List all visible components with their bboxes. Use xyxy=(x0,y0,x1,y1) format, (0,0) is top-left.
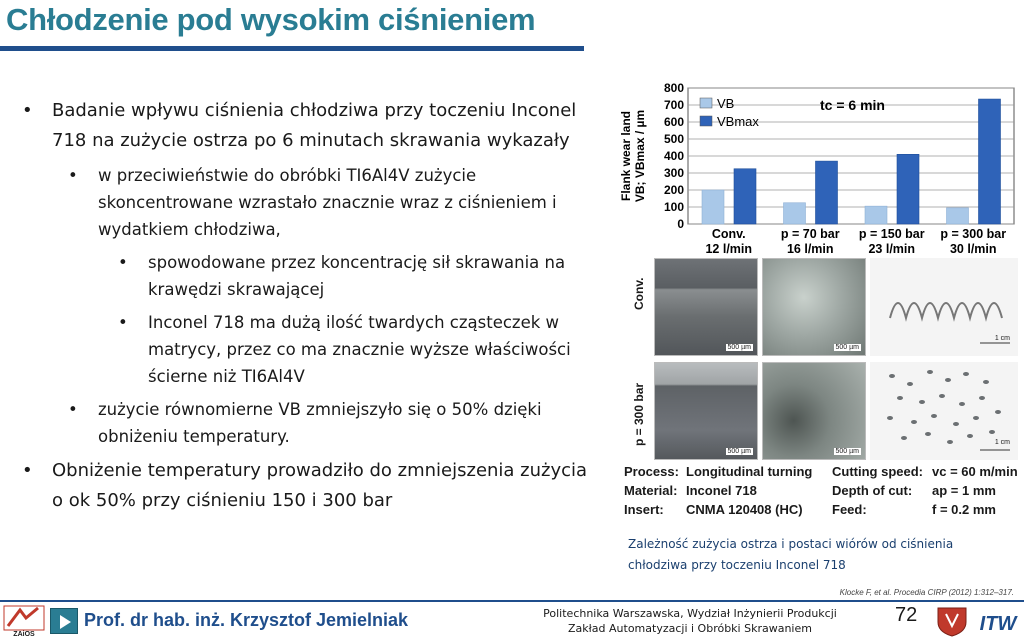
param-key: Insert: xyxy=(624,502,664,517)
chip-fragment xyxy=(947,440,953,444)
param-key: Process: xyxy=(624,464,679,479)
bar-vbmax-0 xyxy=(734,169,756,224)
title-underline xyxy=(0,46,584,51)
legend-label-vbmax: VBmax xyxy=(717,114,759,129)
chip-fragment xyxy=(963,372,969,376)
figure-caption: Zależność zużycia ostrza i postaci wiórów od ciśnienia chłodziwa przy toczeniu Inconel 718 xyxy=(628,537,954,572)
chip-fragment xyxy=(927,370,933,374)
photo-row-label-300bar: p = 300 bar xyxy=(632,382,646,446)
y-axis-label-units: VB; VBmax / µm xyxy=(633,109,647,203)
chip-fragment xyxy=(973,416,979,420)
bar-vbmax-1 xyxy=(816,161,838,224)
x-tick-label: p = 150 bar xyxy=(858,227,925,241)
param-value: vc = 60 m/min xyxy=(932,464,1018,479)
bar-vb-1 xyxy=(784,203,806,224)
y-tick-label: 400 xyxy=(663,149,684,163)
bar-vbmax-3 xyxy=(979,99,1001,224)
legend-swatch-vbmax xyxy=(700,116,712,126)
chip-fragment xyxy=(983,380,989,384)
photo-conv-rake xyxy=(762,258,866,356)
param-key: Material: xyxy=(624,483,678,498)
bullet-level3: • Inconel 718 ma dużą ilość twardych cząsteczek w matrycy, przez co ma znacznie wyższe właściwości ścierne niż TI6Al4V xyxy=(118,309,602,390)
y-tick-label: 100 xyxy=(663,200,684,214)
x-tick-label: p = 70 bar xyxy=(780,227,840,241)
param-value: Inconel 718 xyxy=(686,483,757,498)
chip-fragment xyxy=(925,432,931,436)
scale-label: 1 cm xyxy=(994,439,1010,446)
page-number: 72 xyxy=(895,604,918,626)
chip-fragment xyxy=(919,400,925,404)
bar-vb-2 xyxy=(865,206,887,224)
y-axis-label: Flank wear land xyxy=(619,110,633,202)
scale-label: 500 µm xyxy=(727,448,751,455)
photo-row-label-conv: Conv. xyxy=(632,277,646,310)
param-value: Longitudinal turning xyxy=(686,464,813,479)
chip-fragment xyxy=(939,394,945,398)
chip-fragment xyxy=(907,382,913,386)
photo-300bar-rake xyxy=(762,362,866,460)
wear-bar-chart xyxy=(616,80,1020,260)
logo-text: ITW xyxy=(979,613,1017,635)
x-tick-label-flow: 16 l/min xyxy=(786,242,834,256)
chip-fragment xyxy=(979,396,985,400)
legend-label-vb: VB xyxy=(717,96,735,111)
logo-text: ZAiOS xyxy=(13,631,35,638)
scale-label: 1 cm xyxy=(994,335,1010,342)
x-tick-label-flow: 30 l/min xyxy=(949,242,997,256)
bullet-level3: • spowodowane przez koncentrację sił skrawania na krawędzi skrawającej xyxy=(118,249,602,303)
institution-line1: Politechnika Warszawska, Wydział Inżynierii Produkcji xyxy=(543,607,837,620)
bullet-level1: • Badanie wpływu ciśnienia chłodziwa przy toczeniu Inconel 718 na zużycie ostrza po 6 minutach skrawania wykazały xyxy=(22,96,602,156)
bar-vbmax-2 xyxy=(897,154,919,224)
photo-conv-chip xyxy=(870,258,1018,356)
chip-fragment xyxy=(889,374,895,378)
chip-fragment xyxy=(931,414,937,418)
process-parameters xyxy=(624,462,1020,519)
chip-fragment xyxy=(897,396,903,400)
param-key: Depth of cut: xyxy=(832,483,913,498)
x-tick-label-flow: 12 l/min xyxy=(705,242,753,256)
bullet-level1: • Obniżenie temperatury prowadziło do zmniejszenia zużycia o ok 50% przy ciśnieniu 150 i 300 bar xyxy=(22,456,602,516)
x-tick-label: Conv. xyxy=(711,227,746,241)
chip-fragment xyxy=(901,436,907,440)
institution-line2: Zakład Automatyzacji i Obróbki Skrawaniem xyxy=(568,622,812,635)
itw-logo-icon xyxy=(976,604,1020,638)
y-tick-label: 800 xyxy=(663,81,684,95)
param-key: Feed: xyxy=(832,502,867,517)
university-crest-icon xyxy=(932,604,972,638)
x-tick-label: p = 300 bar xyxy=(940,227,1007,241)
citation: Klocke F, et al. Procedia CIRP (2012) 1:312–317. xyxy=(839,588,1014,597)
photo-300bar-chips xyxy=(870,362,1018,460)
play-button[interactable] xyxy=(50,608,78,634)
chip-fragment xyxy=(995,410,1001,414)
bar-vb-0 xyxy=(702,190,724,224)
y-tick-label: 700 xyxy=(663,98,684,112)
chip-fragment xyxy=(953,422,959,426)
photo-conv-flank xyxy=(654,258,758,356)
param-value: ap = 1 mm xyxy=(932,483,996,498)
param-key: Cutting speed: xyxy=(832,464,923,479)
bullet-level2: • w przeciwieństwie do obróbki TI6Al4V zużycie skoncentrowane wzrastało znacznie wraz z ciśnieniem i wydatkiem chłodziwa, xyxy=(68,162,602,243)
param-value: f = 0.2 mm xyxy=(932,502,996,517)
bullet-list xyxy=(22,96,602,522)
chip-fragment xyxy=(887,416,893,420)
chip-fragment xyxy=(967,434,973,438)
slide-title: Chłodzenie pod wysokim ciśnieniem xyxy=(6,2,536,37)
institution xyxy=(540,606,840,636)
bullet-level2: • zużycie równomierne VB zmniejszyło się o 50% dzięki obniżeniu temperatury. xyxy=(68,396,602,450)
chip-fragment xyxy=(945,378,951,382)
chip-fragment xyxy=(911,420,917,424)
scale-label: 500 µm xyxy=(727,344,751,351)
bar-vb-3 xyxy=(947,208,969,224)
footer xyxy=(0,602,1024,640)
y-tick-label: 0 xyxy=(677,217,684,231)
figure-panel xyxy=(616,80,1020,528)
author-name: Prof. dr hab. inż. Krzysztof Jemielniak xyxy=(84,610,409,630)
y-tick-label: 600 xyxy=(663,115,684,129)
chip-fragment xyxy=(959,402,965,406)
legend-swatch-vb xyxy=(700,98,712,108)
scale-label: 500 µm xyxy=(835,448,859,455)
y-tick-label: 300 xyxy=(663,166,684,180)
chart-annotation: tc = 6 min xyxy=(820,97,885,113)
x-tick-label-flow: 23 l/min xyxy=(868,242,916,256)
photo-300bar-flank xyxy=(654,362,758,460)
zaios-logo-icon xyxy=(2,604,46,638)
param-value: CNMA 120408 (HC) xyxy=(686,502,803,517)
y-tick-label: 500 xyxy=(663,132,684,146)
scale-label: 500 µm xyxy=(835,344,859,351)
y-tick-label: 200 xyxy=(663,183,684,197)
chip-fragment xyxy=(989,430,995,434)
